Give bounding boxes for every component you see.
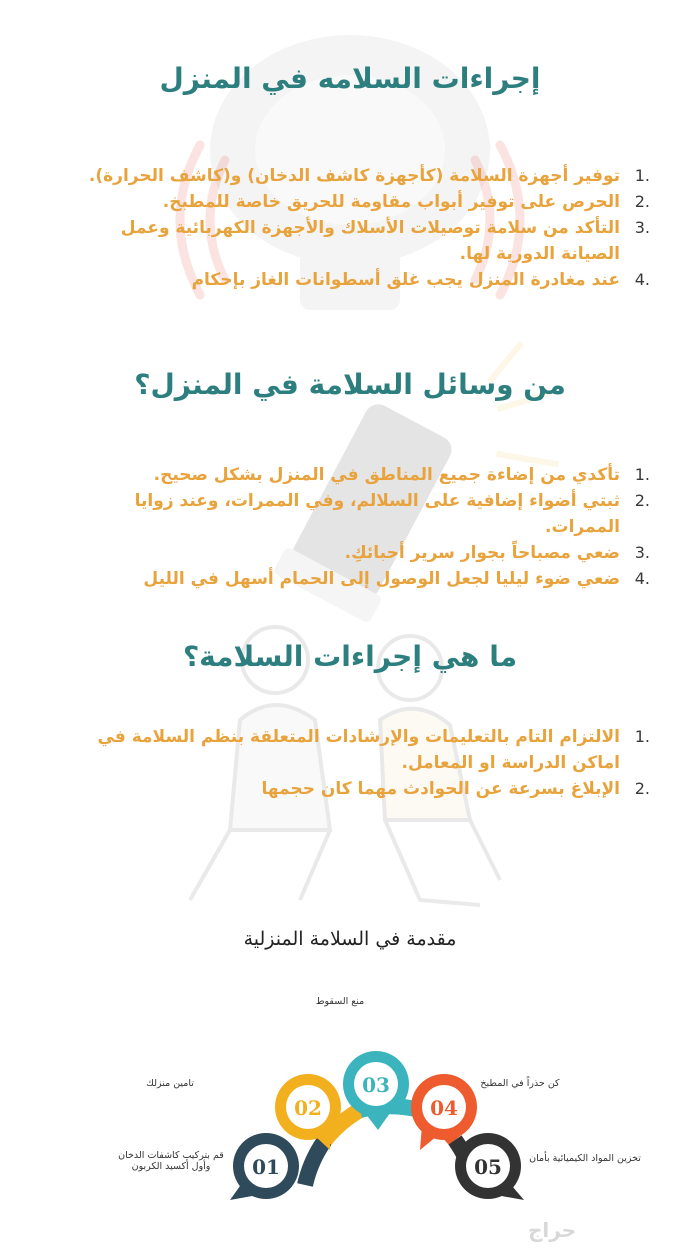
- haraj-watermark-logo: حراج: [528, 1218, 577, 1242]
- step-01-number: 01: [252, 1155, 280, 1179]
- step-03-number: 03: [362, 1073, 390, 1097]
- item-text: الحرص على توفير أبواب مقاومة للحريق خاصة للمطبخ.: [162, 192, 620, 212]
- item-text: تأكدي من إضاءة جميع المناطق في المنزل بشكل صحيح.: [153, 465, 620, 485]
- infographic-title: مقدمة في السلامة المنزلية: [243, 928, 457, 950]
- step-02-label: تامين منزلك: [146, 1078, 194, 1089]
- step-03-label: منع السقوط: [315, 996, 365, 1007]
- step-05-label: تخزين المواد الكيميائية بأمان: [529, 1153, 641, 1164]
- item-number: 2.: [634, 779, 650, 798]
- step-04-label: كن حذراً في المطبخ: [480, 1078, 560, 1089]
- item-number: 1.: [634, 166, 650, 185]
- item-text: ضعي ضوء ليليا لجعل الوصول إلى الحمام أسهل في الليل: [143, 569, 620, 589]
- section-1-title: إجراءات السلامه في المنزل: [159, 62, 541, 95]
- item-text: ثبتي أضواء إضافية على السلالم، وفي الممرات، وعند زوايا الممرات.: [134, 491, 620, 537]
- step-05-number: 05: [474, 1155, 502, 1179]
- item-number: 2.: [634, 192, 650, 211]
- item-text: التأكد من سلامة توصيلات الأسلاك والأجهزة الكهربائية وعمل الصيانة الدورية لها.: [120, 218, 620, 264]
- item-number: 3.: [634, 543, 650, 562]
- item-number: 4.: [634, 270, 650, 289]
- item-text: عند مغادرة المنزل يجب غلق أسطوانات الغاز بإحكام: [191, 270, 620, 290]
- step-02-number: 02: [294, 1096, 322, 1120]
- step-01-label: قم بتركيب كاشفات الدخان وأول أكسيد الكربون: [118, 1150, 224, 1172]
- step-04-number: 04: [430, 1096, 458, 1120]
- item-number: 3.: [634, 218, 650, 237]
- item-text: توفير أجهزة السلامة (كأجهزة كاشف الدخان) و(كاشف الحرارة).: [88, 166, 620, 186]
- item-text: ضعي مصباحاً بجوار سرير أحبائكِ.: [344, 543, 620, 563]
- section-2-title: من وسائل السلامة في المنزل؟: [134, 368, 566, 401]
- item-number: 2.: [634, 491, 650, 510]
- arc-segment-01: [305, 1140, 325, 1185]
- item-number: 1.: [634, 465, 650, 484]
- item-text: الالتزام التام بالتعليمات والإرشادات المتعلقة بنظم السلامة في اماكن الدراسة او المعامل.: [97, 727, 620, 773]
- item-text: الإبلاغ بسرعة عن الحوادث مهما كان حجمها: [261, 779, 620, 799]
- section-3-title: ما هي إجراءات السلامة؟: [182, 640, 518, 673]
- item-number: 1.: [634, 727, 650, 746]
- item-number: 4.: [634, 569, 650, 588]
